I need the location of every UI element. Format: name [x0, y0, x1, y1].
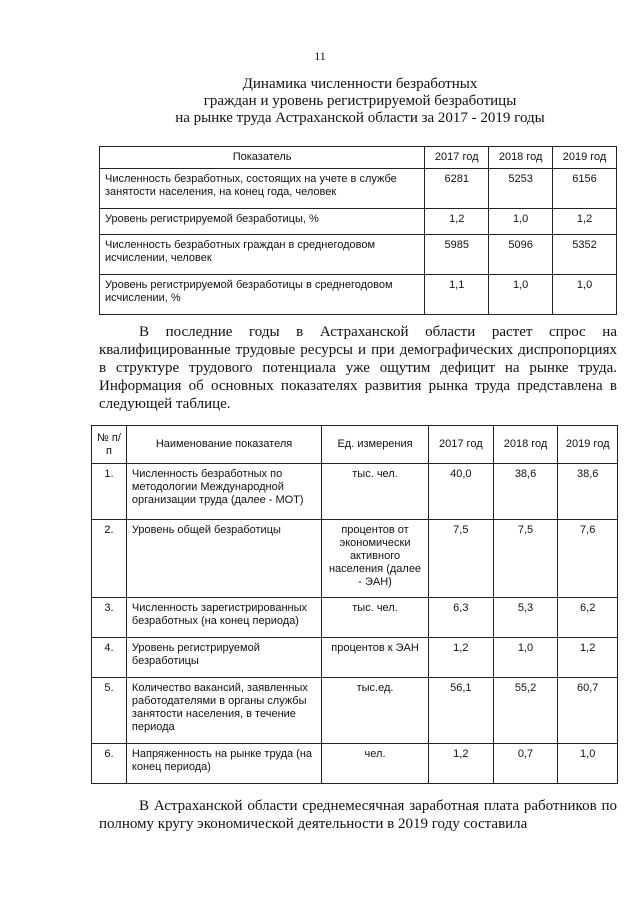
- value-2019: 1,0: [558, 744, 618, 784]
- value-2019: 6156: [553, 169, 617, 209]
- row-number: 2.: [92, 520, 127, 598]
- paragraph-labor-demand: В последние годы в Астраханской области растет спрос на квалифицированные трудовые ресурсы и при демографических диспропорциях в структуре трудового потенциала уже ощутим дефицит на рынке труда. Информация об основных показателях развития рынка труда представлена в следующей таблице.: [99, 324, 617, 412]
- header-unit: Ед. измерения: [322, 426, 429, 464]
- value-2017: 1,2: [425, 209, 489, 235]
- value-2019: 7,6: [558, 520, 618, 598]
- document-title: [170, 76, 550, 127]
- value-2017: 1,2: [428, 744, 493, 784]
- header-2017: 2017 год: [425, 147, 489, 169]
- table-header-row: [100, 147, 617, 169]
- value-2017: 1,1: [425, 275, 489, 315]
- table-row: [92, 520, 618, 598]
- row-name: Уровень общей безработицы: [126, 520, 321, 598]
- row-number: 1.: [92, 464, 127, 520]
- table-row: [92, 464, 618, 520]
- row-name: Численность зарегистрированных безработных (на конец периода): [126, 598, 321, 638]
- value-2019: 1,0: [553, 275, 617, 315]
- value-2017: 56,1: [428, 678, 493, 744]
- row-unit: процентов к ЭАН: [322, 638, 429, 678]
- value-2017: 6,3: [428, 598, 493, 638]
- header-number: № п/п: [92, 426, 127, 464]
- paragraph-wages: В Астраханской области среднемесячная заработная плата работников по полному кругу экономической деятельности в 2019 году составила: [99, 798, 617, 832]
- value-2018: 38,6: [493, 464, 558, 520]
- row-unit: тыс. чел.: [322, 598, 429, 638]
- labor-market-indicators-table: [91, 425, 618, 784]
- row-number: 5.: [92, 678, 127, 744]
- value-2017: 5985: [425, 235, 489, 275]
- value-2019: 6,2: [558, 598, 618, 638]
- row-number: 3.: [92, 598, 127, 638]
- value-2018: 7,5: [493, 520, 558, 598]
- table-row: [92, 638, 618, 678]
- header-2018: 2018 год: [493, 426, 558, 464]
- unemployment-dynamics-table: [99, 146, 617, 315]
- title-line-3: на рынке труда Астраханской области за 2017 - 2019 годы: [175, 110, 545, 126]
- value-2017: 7,5: [428, 520, 493, 598]
- value-2017: 40,0: [428, 464, 493, 520]
- header-2019: 2019 год: [553, 147, 617, 169]
- header-indicator: Показатель: [100, 147, 425, 169]
- row-unit: тыс.ед.: [322, 678, 429, 744]
- header-name: Наименование показателя: [126, 426, 321, 464]
- row-label: Уровень регистрируемой безработицы, %: [100, 209, 425, 235]
- value-2017: 6281: [425, 169, 489, 209]
- value-2018: 0,7: [493, 744, 558, 784]
- table-row: [92, 744, 618, 784]
- value-2018: 5,3: [493, 598, 558, 638]
- table-row: [92, 598, 618, 638]
- title-line-1: Динамика численности безработных: [242, 76, 478, 92]
- row-name: Напряженность на рынке труда (на конец периода): [126, 744, 321, 784]
- row-label: Уровень регистрируемой безработицы в среднегодовом исчислении, %: [100, 275, 425, 315]
- row-unit: тыс. чел.: [322, 464, 429, 520]
- value-2019: 1,2: [558, 638, 618, 678]
- header-2018: 2018 год: [489, 147, 553, 169]
- row-number: 4.: [92, 638, 127, 678]
- page-number: 11: [314, 49, 326, 63]
- table-row: [100, 209, 617, 235]
- value-2019: 1,2: [553, 209, 617, 235]
- row-name: Уровень регистрируемой безработицы: [126, 638, 321, 678]
- row-name: Численность безработных по методологии Международной организации труда (далее - МОТ): [126, 464, 321, 520]
- value-2018: 5096: [489, 235, 553, 275]
- value-2018: 55,2: [493, 678, 558, 744]
- value-2019: 5352: [553, 235, 617, 275]
- table-row: [92, 678, 618, 744]
- row-unit: чел.: [322, 744, 429, 784]
- table-row: [100, 275, 617, 315]
- row-number: 6.: [92, 744, 127, 784]
- value-2018: 5253: [489, 169, 553, 209]
- table-header-row: [92, 426, 618, 464]
- row-label: Численность безработных, состоящих на учете в службе занятости населения, на конец года, человек: [100, 169, 425, 209]
- value-2018: 1,0: [489, 209, 553, 235]
- header-2019: 2019 год: [558, 426, 618, 464]
- value-2018: 1,0: [493, 638, 558, 678]
- row-name: Количество вакансий, заявленных работодателями в органы службы занятости населения, в течение периода: [126, 678, 321, 744]
- value-2018: 1,0: [489, 275, 553, 315]
- table-row: [100, 235, 617, 275]
- table-row: [100, 169, 617, 209]
- header-2017: 2017 год: [428, 426, 493, 464]
- value-2019: 38,6: [558, 464, 618, 520]
- title-line-2: граждан и уровень регистрируемой безработицы: [203, 93, 517, 109]
- row-unit: процентов от экономически активного населения (далее - ЭАН): [322, 520, 429, 598]
- value-2017: 1,2: [428, 638, 493, 678]
- row-label: Численность безработных граждан в среднегодовом исчислении, человек: [100, 235, 425, 275]
- value-2019: 60,7: [558, 678, 618, 744]
